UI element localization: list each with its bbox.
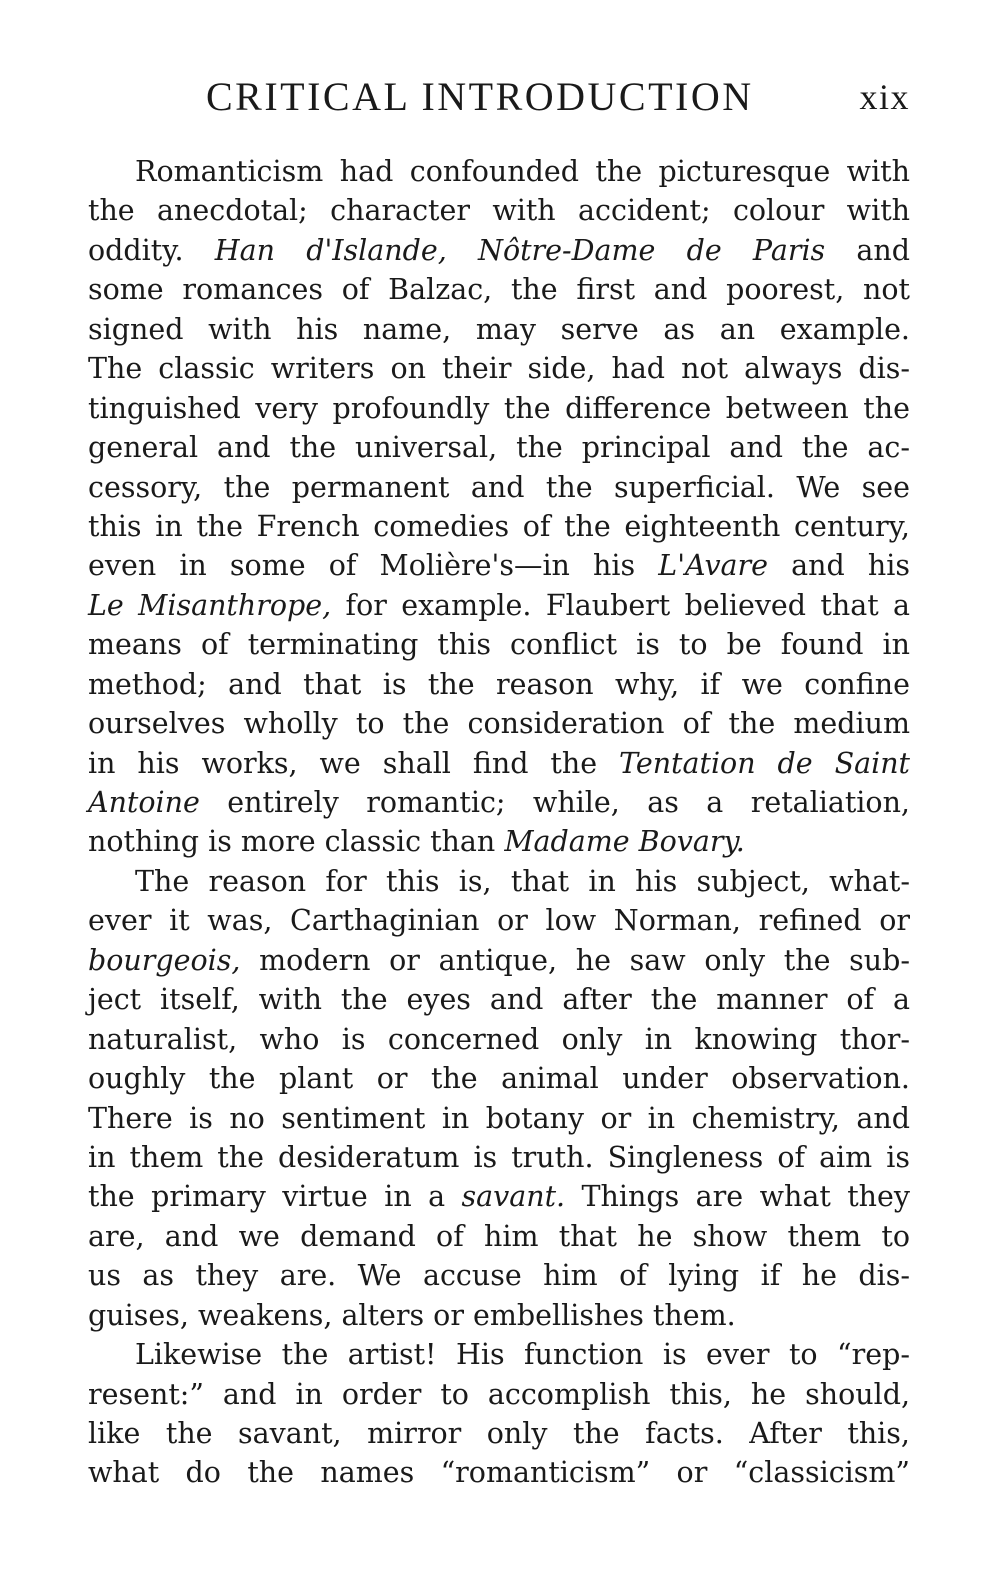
running-title: CRITICAL INTRODUCTION [206, 74, 754, 119]
text-line [88, 1453, 910, 1492]
text-run: what do the names “romanticism” or “classicism” [88, 1456, 910, 1490]
text-line [88, 980, 910, 1019]
text-line [88, 310, 910, 349]
text-line [88, 625, 910, 664]
text-run: naturalist, who is concerned only in knowing thor- [88, 1022, 910, 1056]
text-line [88, 941, 910, 980]
text-run: the primary virtue in a [88, 1180, 462, 1214]
text-run: modern or antique, he saw only the sub- [240, 943, 910, 977]
text-run: signed with his name, may serve as an example. [88, 312, 910, 346]
text-run: oddity. [88, 233, 215, 267]
text-run: this in the French comedies of the eighteenth century, [88, 509, 910, 543]
text-line [88, 428, 910, 467]
text-run: some romances of Balzac, the first and poorest, not [88, 273, 910, 307]
text-run: nothing is more classic than [88, 825, 505, 859]
text-line [88, 822, 910, 861]
text-line [88, 349, 910, 388]
text-run: and his [768, 549, 910, 583]
paragraph [88, 862, 910, 1335]
italic-text: Madame Bovary. [504, 825, 745, 859]
text-line [88, 1059, 910, 1098]
text-run: ever it was, Carthaginian or low Norman, refined or [88, 904, 910, 938]
text-line [88, 586, 910, 625]
text-line [88, 1335, 910, 1374]
text-run: resent:” and in order to accomplish this, he should, [88, 1377, 910, 1411]
text-line [88, 1256, 910, 1295]
text-line [88, 468, 910, 507]
text-run: ourselves wholly to the consideration of the medium [88, 707, 910, 741]
text-line [88, 665, 910, 704]
text-line [88, 1296, 910, 1335]
text-line [88, 546, 910, 585]
text-run: in them the desideratum is truth. Singleness of aim is [88, 1140, 910, 1174]
text-line [88, 1099, 910, 1138]
text-line [88, 1414, 910, 1453]
text-run: guises, weakens, alters or embellishes them. [88, 1298, 736, 1332]
text-run: Romanticism had confounded the picturesque with [135, 155, 910, 188]
italic-text: L'Avare [658, 549, 769, 583]
page-number: xix [859, 77, 910, 117]
italic-text: Tentation de Saint [619, 746, 911, 780]
text-line [88, 901, 910, 940]
italic-text: Antoine [88, 786, 200, 819]
text-line [88, 231, 910, 270]
text-line [88, 1177, 910, 1216]
text-line [88, 1138, 910, 1177]
text-line [88, 152, 910, 191]
text-run: oughly the plant or the animal under observation. [88, 1062, 910, 1096]
text-line [88, 1375, 910, 1414]
text-run: Likewise the artist! His function is ever to “rep- [135, 1338, 910, 1372]
text-run: There is no sentiment in botany or in chemistry, and [88, 1101, 910, 1135]
italic-text: Han d'Islande, Nôtre-Dame de Paris [214, 233, 826, 267]
text-line [88, 1217, 910, 1256]
italic-text: savant. [461, 1180, 566, 1214]
italic-text: bourgeois, [88, 943, 241, 977]
text-run: the anecdotal; character with accident; colour with [88, 194, 910, 228]
text-run: and [825, 233, 910, 267]
running-head [88, 72, 910, 122]
text-run: entirely romantic; while, as a retaliation, [199, 786, 910, 819]
text-run: cessory, the permanent and the superficial. We see [88, 470, 910, 504]
body-text [88, 152, 910, 1493]
text-run: are, and we demand of him that he show them to [88, 1219, 910, 1253]
paragraph [88, 152, 910, 862]
text-run: for example. Flaubert believed that a [331, 588, 910, 622]
text-run: The classic writers on their side, had not always dis- [88, 352, 910, 386]
text-line [88, 704, 910, 743]
text-run: even in some of Molière's—in his [88, 549, 659, 583]
text-run: us as they are. We accuse him of lying if he dis- [88, 1259, 910, 1293]
text-line [88, 862, 910, 901]
text-run: in his works, we shall find the [88, 746, 620, 780]
text-line [88, 1020, 910, 1059]
text-line [88, 389, 910, 428]
text-run: means of terminating this conflict is to be found in [88, 628, 910, 662]
text-run: like the savant, mirror only the facts. After this, [88, 1417, 910, 1450]
text-line [88, 270, 910, 309]
text-run: ject itself, with the eyes and after the manner of a [88, 983, 910, 1017]
text-run: general and the universal, the principal and the ac- [88, 431, 910, 465]
text-run: Things are what they [565, 1180, 910, 1214]
text-line [88, 507, 910, 546]
text-line [88, 191, 910, 230]
italic-text: Le Misanthrope, [88, 588, 332, 622]
paragraph [88, 1335, 910, 1493]
text-run: The reason for this is, that in his subject, what- [135, 864, 910, 898]
text-line [88, 783, 910, 822]
text-run: method; and that is the reason why, if we confine [88, 667, 910, 701]
text-run: tinguished very profoundly the difference between the [88, 391, 910, 425]
text-line [88, 744, 910, 783]
